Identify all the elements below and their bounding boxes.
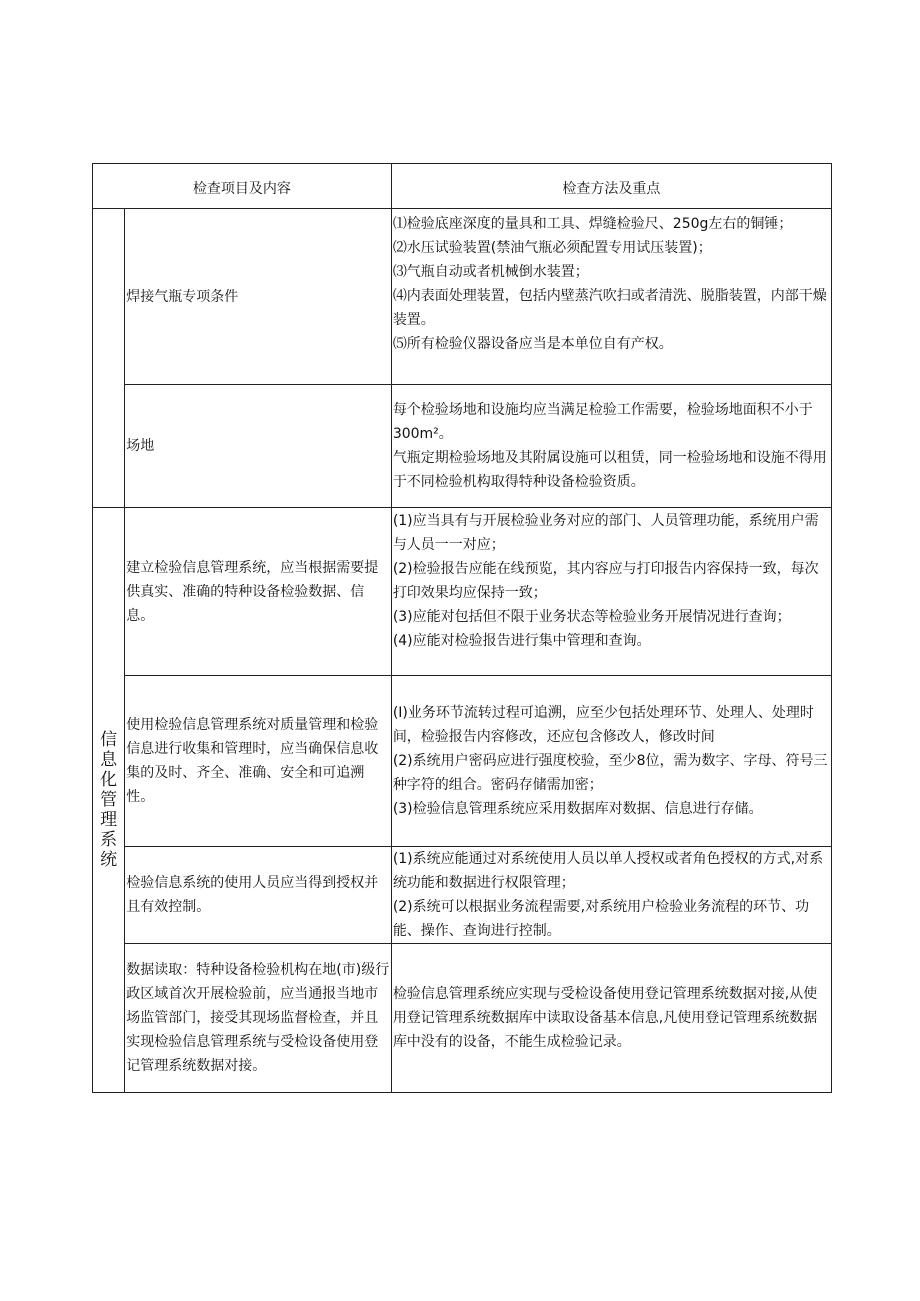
method-line: ⑶气瓶自动或者机械倒水装置；: [392, 264, 589, 280]
method-cell: [391, 847, 831, 944]
method-line: ⑵水压试验装置(禁油气瓶必须配置专用试压装置)；: [392, 240, 712, 256]
item-text: 建立检验信息管理系统，应当根据需要提供真实、准确的特种设备检验数据、信息。: [126, 559, 379, 624]
method-line: (1)系统应能通过对系统使用人员以单人授权或者角色授权的方式,对系统功能和数据进行权限管理；: [392, 851, 824, 891]
item-cell: [125, 508, 392, 676]
method-cell: [391, 676, 831, 847]
method-line: 检验信息管理系统应实现与受检设备使用登记管理系统数据对接,从使用登记管理系统数据库中读取设备基本信息,凡使用登记管理系统数据库中没有的设备，不能生成检验记录。: [392, 986, 818, 1050]
method-cell: [391, 385, 831, 508]
method-line: (3)应能对包括但不限于业务状态等检验业务开展情况进行查询；: [392, 609, 791, 625]
table-row: [93, 508, 832, 676]
inspection-table: [92, 163, 832, 1093]
table-header-row: [93, 164, 832, 209]
header-method-column: 检查方法及重点: [391, 164, 831, 209]
method-line: (1)应当具有与开展检验业务对应的部门、人员管理功能，系统用户需与人员一一对应；: [392, 513, 819, 553]
table-row: [93, 385, 832, 508]
header-item-column: 检查项目及内容: [93, 164, 392, 209]
table-row: [93, 209, 832, 385]
item-cell: [125, 676, 392, 847]
item-text: 场地: [126, 438, 155, 454]
method-line: (2)系统用户密码应进行强度校验，至少8位，需为数字、字母、符号三种字符的组合。密码存储需加密；: [392, 753, 828, 793]
method-line: 每个检验场地和设施均应当满足检验工作需要，检验场地面积不小于300m²。: [392, 402, 813, 442]
table-row: [93, 944, 832, 1093]
category-cell: [93, 508, 125, 1093]
category-label: 信息化管理系统: [100, 730, 118, 870]
method-cell: [391, 508, 831, 676]
category-cell-empty: [93, 209, 125, 508]
item-cell: [125, 209, 392, 385]
method-line: (2)检验报告应能在线预览，其内容应与打印报告内容保持一致，每次打印效果均应保持一致；: [392, 561, 819, 601]
method-line: 气瓶定期检验场地及其附属设施可以租赁，同一检验场地和设施不得用于不同检验机构取得特种设备检验资质。: [392, 450, 827, 490]
item-text: 使用检验信息管理系统对质量管理和检验信息进行收集和管理时，应当确保信息收集的及时、齐全、准确、安全和可追溯性。: [126, 717, 379, 805]
table-row: [93, 676, 832, 847]
method-cell: [391, 944, 831, 1093]
item-text: 焊接气瓶专项条件: [126, 288, 239, 305]
method-line: ⑸所有检验仪器设备应当是本单位自有产权。: [392, 336, 673, 352]
method-line: ⑷内表面处理装置，包括内壁蒸汽吹扫或者清洗、脱脂装置，内部干燥装置。: [392, 288, 827, 328]
item-cell: [125, 944, 392, 1093]
table-row: [93, 847, 832, 944]
method-cell: [391, 209, 831, 385]
item-text: 检验信息系统的使用人员应当得到授权并且有效控制。: [126, 875, 379, 915]
method-line: ⑴检验底座深度的量具和工具、焊缝检验尺、250g左右的铜锤；: [392, 216, 793, 232]
method-line: (2)系统可以根据业务流程需要,对系统用户检验业务流程的环节、功能、操作、查询进行控制。: [392, 899, 810, 939]
item-cell: [125, 385, 392, 508]
method-line: (4)应能对检验报告进行集中管理和查询。: [392, 633, 651, 649]
method-line: (3)检验信息管理系统应采用数据库对数据、信息进行存储。: [392, 801, 763, 817]
method-line: (I)业务环节流转过程可追溯，应至少包括处理环节、处理人、处理时间，检验报告内容修改，还应包含修改人，修改时间: [392, 705, 814, 745]
item-text: 数据读取：特种设备检验机构在地(市)级行政区域首次开展检验前，应当通报当地市场监管部门，接受其现场监督检查，并且实现检验信息管理系统与受检设备使用登记管理系统数据对接。: [126, 962, 390, 1074]
item-cell: [125, 847, 392, 944]
